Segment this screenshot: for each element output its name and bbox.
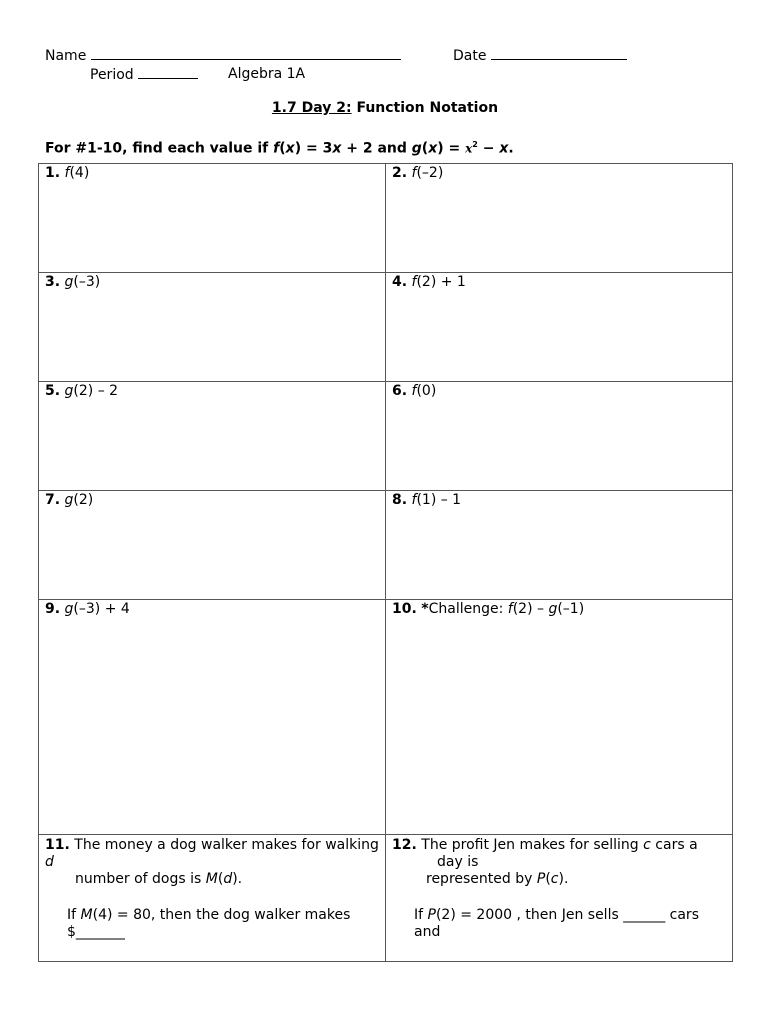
name-label: Name [45, 48, 87, 64]
problem-11[interactable]: 11. The money a dog walker makes for walking d number of dogs is M(d). If M(4) = 80, then the dog walker makes $_______ [39, 835, 386, 962]
name-line [45, 47, 401, 64]
problem-2[interactable]: 2. f(–2) [386, 164, 733, 273]
grid-row [39, 273, 733, 382]
problem-grid [38, 163, 733, 962]
period-blank[interactable] [138, 66, 198, 79]
course-name: Algebra 1A [228, 66, 306, 82]
problem-5[interactable]: 5. g(2) – 2 [39, 382, 386, 491]
lesson-topic: Function Notation [356, 100, 499, 116]
problem-7[interactable]: 7. g(2) [39, 491, 386, 600]
problem-1[interactable]: 1. f(4) [39, 164, 386, 273]
problem-8[interactable]: 8. f(1) – 1 [386, 491, 733, 600]
date-line [453, 47, 627, 64]
date-blank[interactable] [491, 47, 627, 60]
period-line [90, 66, 198, 83]
lesson-number: 1.7 Day 2: [271, 100, 352, 116]
instructions: For #1-10, find each value if f(x) = 3x + 2 and $g(x) = x^2 - x$. [45, 140, 514, 157]
grid-row [39, 600, 733, 835]
name-blank[interactable] [91, 47, 401, 60]
problem-12[interactable]: 12. The profit Jen makes for selling c cars a day is represented by P(c). If P(2) = 2000 , then Jen sells ______ cars and [386, 835, 733, 962]
problem-4[interactable]: 4. f(2) + 1 [386, 273, 733, 382]
grid-row [39, 382, 733, 491]
problem-9[interactable]: 9. g(–3) + 4 [39, 600, 386, 835]
grid-row [39, 164, 733, 273]
problem-6[interactable]: 6. f(0) [386, 382, 733, 491]
problem-3[interactable]: 3. g(–3) [39, 273, 386, 382]
grid-row [39, 491, 733, 600]
page-title [0, 100, 770, 116]
problem-10[interactable]: 10. *Challenge: f(2) – g(–1) [386, 600, 733, 835]
grid-row [39, 835, 733, 962]
period-label: Period [90, 67, 134, 83]
date-label: Date [453, 48, 487, 64]
